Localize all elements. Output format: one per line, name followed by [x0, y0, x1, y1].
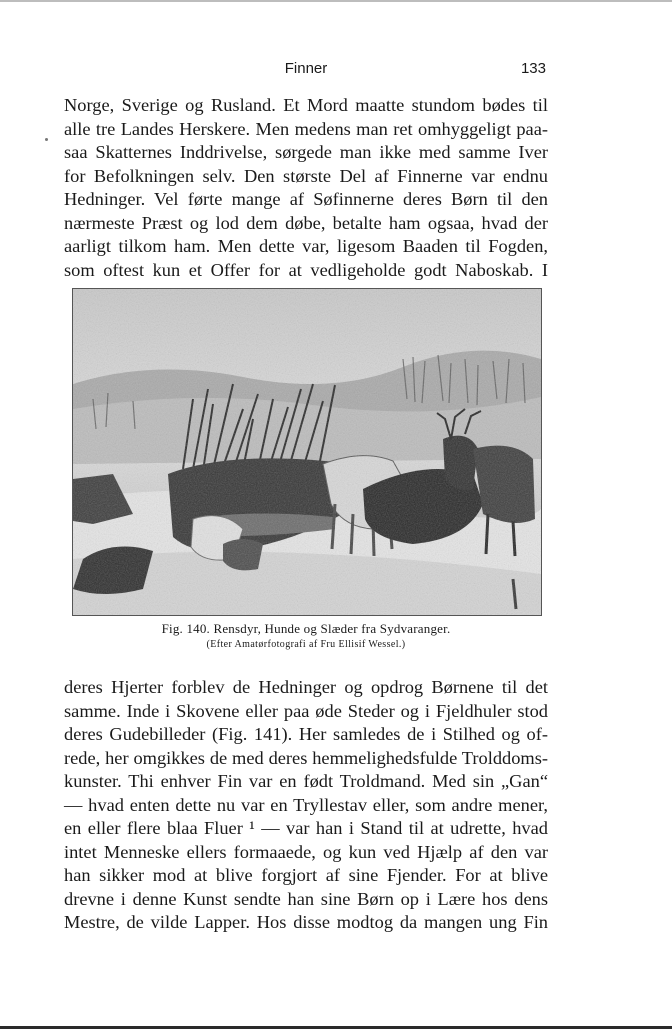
text-line: aarligt tilkom ham. Men dette var, ligesom Baaden til Fogden,	[64, 236, 548, 256]
text-line: saa Skatternes Inddrivelse, sørgede man ikke med samme Iver	[64, 142, 548, 162]
text-line: kunster. Thi enhver Fin var en født Troldmand. Med sin „Gan“	[64, 771, 548, 791]
margin-mark	[45, 138, 48, 141]
top-edge-rule	[0, 0, 672, 2]
bottom-edge-rule	[0, 1026, 672, 1029]
text-line: nærmeste Præst og lod dem døbe, betalte ham ogsaa, hvad der	[64, 212, 548, 233]
text-line: rede, her omgikkes de med deres hemmelighedsfulde Trolddoms-	[64, 747, 548, 768]
paragraph-1	[64, 94, 548, 282]
text-line: drevne i denne Kunst sendte han sine Børn op i Lære hos dens	[64, 888, 548, 909]
text-line: samme. Inde i Skovene eller paa øde Steder og i Fjeldhuler stod	[64, 700, 548, 721]
photo-reindeer-sleds	[73, 289, 541, 615]
text-line: deres Hjerter forblev de Hedninger og opdrog Børnene til det	[64, 677, 548, 697]
figure-photo	[72, 288, 542, 616]
text-line: for Befolkningen selv. Den største Del af Finnerne var endnu	[64, 165, 548, 186]
running-head: Finner	[284, 60, 328, 77]
figure-caption: Fig. 140. Rensdyr, Hunde og Slæder fra Sydvaranger.	[161, 621, 451, 636]
text-line: alle tre Landes Herskere. Men medens man ret omhyggeligt paa-	[64, 118, 548, 139]
page-header	[64, 60, 548, 82]
paragraph-2	[64, 676, 548, 935]
text-line: — hvad enten dette nu var en Tryllestav eller, som andre mener,	[64, 794, 548, 815]
text-line: deres Gudebilleder (Fig. 141). Her samledes de i Stilhed og of-	[64, 724, 548, 744]
text-line: intet Menneske ellers formaaede, og kun ved Hjælp af den var	[64, 841, 548, 862]
text-line: en eller flere blaa Fluer ¹ — var han i Stand til at udrette, hvad	[64, 818, 548, 838]
text-line: Hedninger. Vel førte mange af Søfinnerne deres Børn til den	[64, 189, 548, 209]
page-number: 133	[520, 60, 546, 77]
text-line: Mestre, de vilde Lapper. Hos disse modtog da mangen ung Fin	[64, 912, 548, 932]
figure-credit: (Efter Amatørfotografi af Fru Ellisif Wessel.)	[206, 639, 406, 650]
text-line: som oftest kun et Offer for at vedligeholde godt Naboskab. I	[64, 259, 548, 280]
text-line: Norge, Sverige og Rusland. Et Mord maatte stundom bødes til	[64, 95, 548, 115]
text-line: han sikker mod at blive forgjort af sine Fjender. For at blive	[64, 865, 548, 885]
